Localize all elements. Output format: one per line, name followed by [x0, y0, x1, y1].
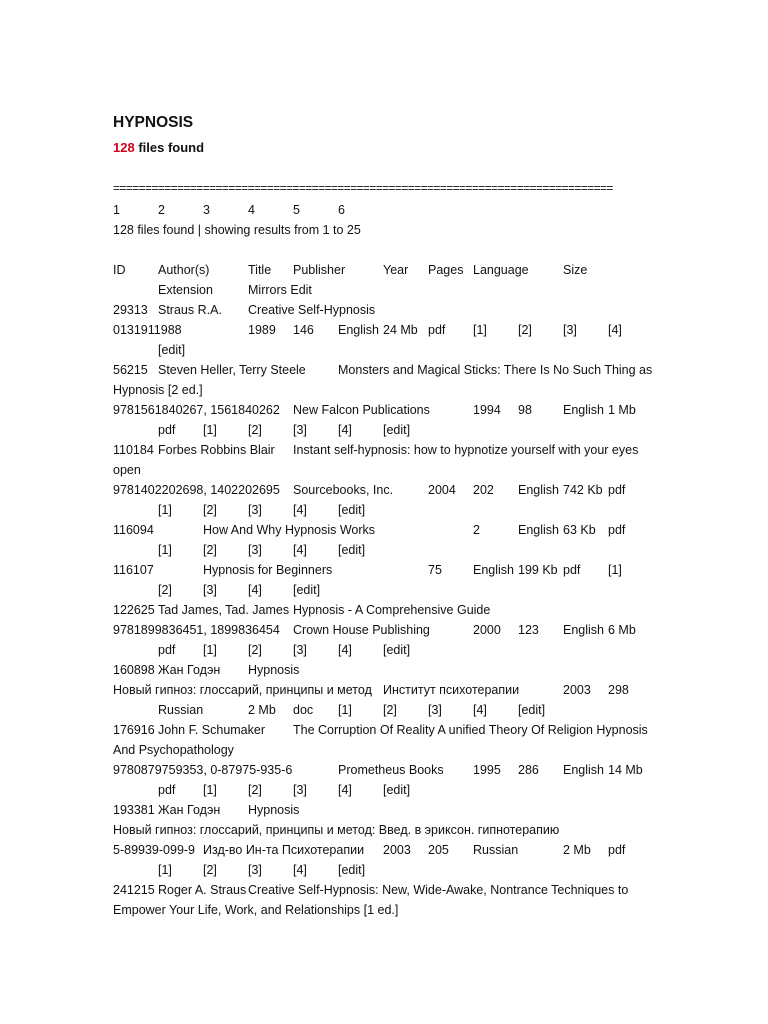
result-row-cell: How And Why Hypnosis Works — [203, 523, 376, 537]
edit-link[interactable]: [edit] — [158, 343, 186, 357]
result-row-cell: Жан Годэн — [158, 663, 221, 677]
edit-link[interactable]: [edit] — [383, 643, 411, 657]
result-row-cell: And Psychopathology — [113, 743, 234, 757]
result-row-cell: 98 — [518, 403, 532, 417]
result-row-cell: English — [563, 403, 604, 417]
result-row-cell: pdf — [608, 523, 626, 537]
result-row-cell: Tad James, Tad. James — [158, 603, 290, 617]
edit-link[interactable]: [edit] — [383, 423, 411, 437]
result-row-cell: 75 — [428, 563, 442, 577]
mirror-link[interactable]: [1] — [158, 863, 172, 877]
result-row-cell: 2 Mb — [248, 703, 276, 717]
page-link-1[interactable]: 1 — [113, 203, 120, 217]
mirror-link[interactable]: [3] — [203, 583, 217, 597]
mirror-link[interactable]: [4] — [473, 703, 487, 717]
result-row-cell: 1994 — [473, 403, 501, 417]
result-row-cell: Steven Heller, Terry Steele — [158, 363, 306, 377]
result-row-cell: doc — [293, 703, 314, 717]
result-row-cell: Новый гипноз: глоссарий, принципы и метод — [113, 683, 372, 697]
result-row-cell: Hypnosis [2 ed.] — [113, 383, 203, 397]
column-header: Language — [473, 263, 529, 277]
result-row-cell: Sourcebooks, Inc. — [293, 483, 394, 497]
mirror-link[interactable]: [2] — [158, 583, 172, 597]
result-row-cell: 122625 — [113, 603, 155, 617]
result-row-cell: Институт психотерапии — [383, 683, 520, 697]
page-title: HYPNOSIS — [113, 114, 194, 131]
column-header: Year — [383, 263, 409, 277]
mirror-link[interactable]: [2] — [248, 643, 262, 657]
result-row-cell: Creative Self-Hypnosis: New, Wide-Awake, Nontrance Techniques to — [248, 883, 629, 897]
mirror-link[interactable]: [4] — [293, 863, 307, 877]
result-row-cell: 298 — [608, 683, 629, 697]
result-row-cell: Hypnosis - A Comprehensive Guide — [293, 603, 491, 617]
separator-rule: ============================================================================== — [113, 181, 613, 195]
result-row-cell: 2 — [473, 523, 480, 537]
result-row-cell: 0131911988 — [113, 323, 182, 337]
result-row-cell: English — [518, 483, 559, 497]
column-header: Extension — [158, 283, 213, 297]
result-row-cell: English — [518, 523, 559, 537]
mirror-link[interactable]: [4] — [248, 583, 262, 597]
mirror-link[interactable]: [1] — [158, 503, 172, 517]
mirror-link[interactable]: [3] — [563, 323, 577, 337]
mirror-link[interactable]: [4] — [608, 323, 622, 337]
result-row-cell: 123 — [518, 623, 539, 637]
result-row-cell: 9780879759353, 0-87975-935-6 — [113, 763, 293, 777]
result-row-cell: 742 Kb — [563, 483, 603, 497]
mirror-link[interactable]: [3] — [293, 423, 307, 437]
edit-link[interactable]: [edit] — [383, 783, 411, 797]
mirror-link[interactable]: [2] — [248, 783, 262, 797]
result-row-cell: 202 — [473, 483, 494, 497]
mirror-link[interactable]: [3] — [248, 503, 262, 517]
page-link-3[interactable]: 3 — [203, 203, 210, 217]
result-row-cell: Изд-во Ин-та Психотерапии — [203, 843, 365, 857]
result-row-cell: New Falcon Publications — [293, 403, 430, 417]
mirror-link[interactable]: [2] — [248, 423, 262, 437]
result-row-cell: 160898 — [113, 663, 155, 677]
result-row-cell: 1989 — [248, 323, 276, 337]
result-row-cell: 5-89939-099-9 — [113, 843, 196, 857]
column-header: Size — [563, 263, 588, 277]
result-row-cell: Instant self-hypnosis: how to hypnotize yourself with your eyes — [293, 443, 639, 457]
result-row-cell: 9781899836451, 1899836454 — [113, 623, 280, 637]
result-row-cell: 14 Mb — [608, 763, 643, 777]
result-row-cell: Hypnosis — [248, 663, 300, 677]
result-row-cell: pdf — [428, 323, 446, 337]
mirror-link[interactable]: [3] — [248, 543, 262, 557]
mirror-link[interactable]: [4] — [338, 423, 352, 437]
result-row-cell: Creative Self-Hypnosis — [248, 303, 376, 317]
result-row-cell: John F. Schumaker — [158, 723, 265, 737]
result-row-cell: 193381 — [113, 803, 155, 817]
result-row-cell: Hypnosis for Beginners — [203, 563, 333, 577]
result-row-cell: English — [473, 563, 514, 577]
mirror-link[interactable]: [1] — [158, 543, 172, 557]
result-row-cell: English — [338, 323, 379, 337]
page-link-2[interactable]: 2 — [158, 203, 165, 217]
result-row-cell: 2004 — [428, 483, 456, 497]
column-header: Author(s) — [158, 263, 210, 277]
result-row-cell: 2003 — [383, 843, 411, 857]
result-row-cell: English — [563, 763, 604, 777]
result-row-cell: pdf — [158, 423, 176, 437]
result-row-cell: 29313 — [113, 303, 148, 317]
result-row-cell: 116107 — [113, 563, 154, 577]
mirror-link[interactable]: [1] — [203, 423, 217, 437]
page-link-5[interactable]: 5 — [293, 203, 300, 217]
result-row-cell: Russian — [473, 843, 519, 857]
result-row-cell: pdf — [608, 483, 626, 497]
edit-link[interactable]: [edit] — [338, 543, 366, 557]
result-row-cell: Forbes Robbins Blair — [158, 443, 275, 457]
column-header: Publisher — [293, 263, 346, 277]
mirror-link[interactable]: [4] — [293, 543, 307, 557]
column-header: Mirrors Edit — [248, 283, 312, 297]
result-row-cell: 1995 — [473, 763, 501, 777]
result-row-cell: 56215 — [113, 363, 148, 377]
result-row-cell: 116094 — [113, 523, 154, 537]
result-row-cell: Crown House Publishing — [293, 623, 430, 637]
result-row-cell: Straus R.A. — [158, 303, 222, 317]
result-row-cell: 63 Kb — [563, 523, 596, 537]
mirror-link[interactable]: [2] — [383, 703, 397, 717]
result-row-cell: open — [113, 463, 141, 477]
result-row-cell: 1 Mb — [608, 403, 636, 417]
edit-link[interactable]: [edit] — [338, 863, 366, 877]
result-row-cell: 9781402202698, 1402202695 — [113, 483, 280, 497]
result-row-cell: Жан Годэн — [158, 803, 221, 817]
mirror-link[interactable]: [1] — [473, 323, 487, 337]
mirror-link[interactable]: [2] — [203, 543, 217, 557]
result-row-cell: 110184 — [113, 443, 154, 457]
result-row-cell: 24 Mb — [383, 323, 418, 337]
mirror-link[interactable]: [1] — [203, 643, 217, 657]
result-row-cell: 176916 — [113, 723, 155, 737]
mirror-link[interactable]: [4] — [338, 783, 352, 797]
column-header: Title — [248, 263, 272, 277]
mirror-link[interactable]: [3] — [428, 703, 442, 717]
results-summary: 128 files found | showing results from 1 to 25 — [113, 223, 361, 237]
result-row-cell: 286 — [518, 763, 539, 777]
mirror-link[interactable]: [2] — [203, 863, 217, 877]
result-row-cell: The Corruption Of Reality A unified Theory Of Religion Hypnosis — [293, 723, 648, 737]
column-header: Pages — [428, 263, 464, 277]
mirror-link[interactable]: [3] — [248, 863, 262, 877]
mirror-link[interactable]: [3] — [293, 783, 307, 797]
result-row-cell: Monsters and Magical Sticks: There Is No Such Thing as — [338, 363, 653, 377]
mirror-link[interactable]: [2] — [203, 503, 217, 517]
column-header: ID — [113, 263, 126, 277]
mirror-link[interactable]: [1] — [203, 783, 217, 797]
result-row-cell: Empower Your Life, Work, and Relationships [1 ed.] — [113, 903, 399, 917]
result-row-cell: pdf — [158, 643, 176, 657]
mirror-link[interactable]: [1] — [338, 703, 352, 717]
page-link-4[interactable]: 4 — [248, 203, 255, 217]
page-link-6[interactable]: 6 — [338, 203, 345, 217]
result-row-cell: 9781561840267, 1561840262 — [113, 403, 280, 417]
result-row-cell: 199 Kb — [518, 563, 558, 577]
result-row-cell: 241215 — [113, 883, 155, 897]
mirror-link[interactable]: [4] — [293, 503, 307, 517]
result-row-cell: pdf — [608, 843, 626, 857]
mirror-link[interactable]: [3] — [293, 643, 307, 657]
result-row-cell: Roger A. Straus — [158, 883, 247, 897]
edit-link[interactable]: [edit] — [338, 503, 366, 517]
mirror-link[interactable]: [4] — [338, 643, 352, 657]
result-row-cell: Hypnosis — [248, 803, 300, 817]
result-row-cell: 205 — [428, 843, 449, 857]
edit-link[interactable]: [edit] — [293, 583, 321, 597]
result-row-cell: English — [563, 623, 604, 637]
result-row-cell: 6 Mb — [608, 623, 636, 637]
mirror-link[interactable]: [2] — [518, 323, 532, 337]
files-found-heading — [113, 140, 204, 155]
files-found-count: 128 — [113, 140, 135, 155]
result-row-cell: 2000 — [473, 623, 501, 637]
result-row-cell: pdf — [158, 783, 176, 797]
files-found-label: files found — [134, 140, 205, 155]
result-row-cell: 146 — [293, 323, 314, 337]
edit-link[interactable]: [edit] — [518, 703, 546, 717]
result-row-cell: pdf — [563, 563, 581, 577]
result-row-cell: Новый гипноз: глоссарий, принципы и метод: Введ. в эриксон. гипнотерапию — [113, 823, 560, 837]
result-row-cell: Russian — [158, 703, 204, 717]
mirror-link[interactable]: [1] — [608, 563, 622, 577]
result-row-cell: 2 Mb — [563, 843, 591, 857]
result-row-cell: Prometheus Books — [338, 763, 444, 777]
result-row-cell: 2003 — [563, 683, 591, 697]
